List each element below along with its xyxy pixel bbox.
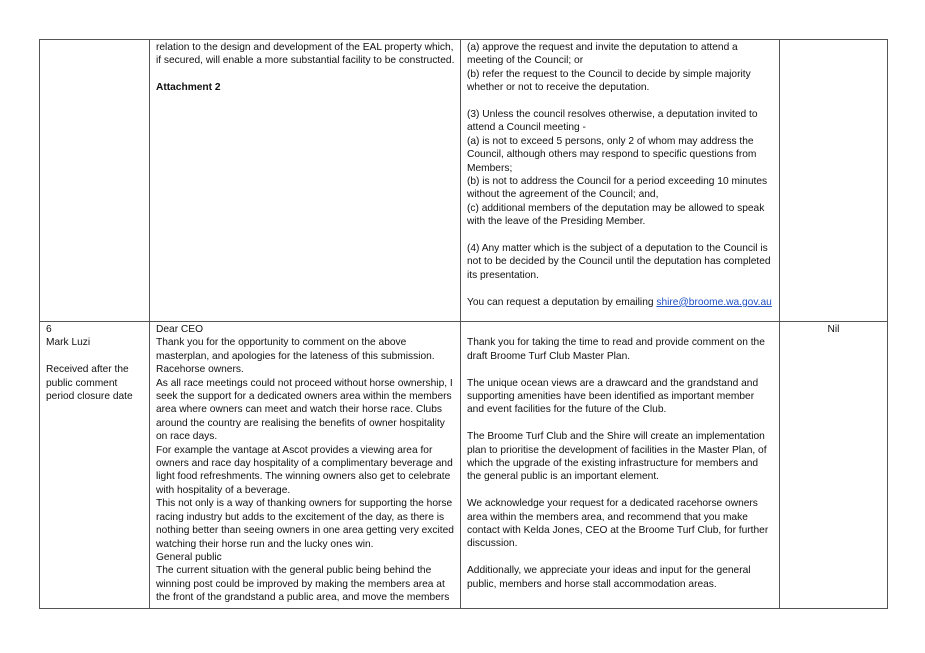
response-line: Council, although others may respond to specific questions from [467, 149, 757, 161]
table-row [40, 40, 888, 322]
submission-line: seek the support for a dedicated owners area within the members [156, 391, 452, 403]
submission-line: The current situation with the general public being behind the [156, 565, 432, 577]
submission-line: with hospitality of a beverage. [156, 484, 291, 496]
document-page [39, 39, 887, 609]
submission-line: if secured, will enable a more substantial facility to be constructed. [156, 55, 455, 67]
submission-number: 6 [46, 324, 52, 335]
response-line: We acknowledge your request for a dedicated racehorse owners [467, 498, 758, 510]
response-line: Additionally, we appreciate your ideas and input for the general [467, 565, 751, 577]
response-line: (c) additional members of the deputation may be allowed to speak [467, 202, 765, 214]
submission-line: on race days. [156, 431, 218, 443]
response-line: The Broome Turf Club and the Shire will create an implementation [467, 431, 765, 443]
status-cell [780, 322, 888, 609]
status-value: Nil [827, 324, 840, 335]
submission-line: the front of the grandstand a public area, and move the members [156, 592, 450, 604]
response-line: not to be decided by the Council until the deputation has completed [467, 256, 771, 268]
response-line: area within the members area, and recommend that you make [467, 511, 748, 523]
response-line: supporting amenities have been identified as important member [467, 391, 755, 402]
response-line: its presentation. [467, 269, 539, 281]
response-line: attend a Council meeting - [467, 122, 586, 134]
submission-line: As all race meetings could not proceed without horse ownership, I [156, 377, 453, 389]
response-line: (3) Unless the council resolves otherwise, a deputation invited to [467, 109, 758, 121]
response-line: with the leave of the Presiding Member. [467, 216, 646, 228]
response-line: (4) Any matter which is the subject of a deputation to the Council is [467, 243, 768, 255]
email-link[interactable]: shire@broome.wa.gov.au [656, 296, 772, 308]
response-line: (a) is not to exceed 5 persons, only 2 of whom may address the [467, 135, 754, 147]
response-line: (a) approve the request and invite the deputation to attend a [467, 42, 738, 53]
submission-line: around the country are realising the benefits of owner hospitality [156, 417, 445, 429]
submission-text-cell [150, 40, 461, 322]
response-line: without the agreement of the Council; and, [467, 189, 659, 201]
submission-line: For example the vantage at Ascot provides a viewing area for [156, 444, 433, 456]
response-line: whether or not to receive the deputation. [467, 82, 650, 94]
response-line: discussion. [467, 538, 518, 550]
submission-line: relation to the design and development of the EAL property which, [156, 42, 454, 53]
late-note: period closure date [46, 391, 133, 403]
response-line: (b) is not to address the Council for a period exceeding 10 minutes [467, 176, 768, 188]
submitter-cell [40, 322, 150, 609]
submission-line: masterplan, and apologies for the lateness of this submission. [156, 350, 435, 362]
submission-line: area where owners can meet and watch their horse race. Clubs [156, 404, 442, 416]
response-cell [461, 40, 780, 322]
response-cell [461, 322, 780, 609]
response-line: Thank you for taking the time to read and provide comment on the [467, 337, 765, 349]
late-note: public comment [46, 377, 118, 389]
submission-line: winning post could be improved by making the members area at [156, 578, 445, 590]
submission-line: light food refreshments. The winning owners also get to celebrate [156, 471, 451, 483]
submission-text-cell [150, 322, 461, 609]
response-line: (b) refer the request to the Council to decide by simple majority [467, 68, 751, 80]
response-line: the general public is an important element. [467, 471, 659, 483]
submission-line: Dear CEO [156, 324, 203, 335]
deputation-request-line [467, 296, 773, 309]
request-prefix: You can request a deputation by emailing [467, 296, 657, 308]
response-line: plan to prioritise the development of facilities in the Master Plan, of [467, 444, 767, 456]
response-line: meeting of the Council; or [467, 55, 584, 67]
submission-line: owners and race day hospitality of a complimentary beverage and [156, 458, 453, 470]
submission-line: This not only is a way of thanking owners for supporting the horse [156, 498, 453, 510]
submitter-name: Mark Luzi [46, 337, 91, 349]
table-row [40, 322, 888, 609]
submissions-table [39, 39, 888, 609]
submission-number-cell [40, 40, 150, 322]
response-line: contact with Kelda Jones, CEO at the Broome Turf Club, for further [467, 525, 769, 537]
response-line: public, members and horse stall accommodation areas. [467, 578, 717, 590]
submission-line: Racehorse owners. [156, 364, 244, 376]
submission-line: Thank you for the opportunity to comment on the above [156, 337, 407, 349]
submission-line: nothing better than seeing owners in one area getting very excited [156, 525, 454, 537]
status-cell [780, 40, 888, 322]
attachment-label: Attachment 2 [156, 82, 221, 94]
response-line: and event facilities for the future of the Club. [467, 404, 667, 416]
late-note: Received after the [46, 364, 129, 376]
response-line: The unique ocean views are a drawcard and the grandstand and [467, 377, 759, 389]
submission-line: watching their horse run and the lucky ones win. [156, 538, 374, 550]
submission-line: racing industry but adds to the excitement of the day, as there is [156, 511, 445, 523]
response-line: which the upgrade of the existing infrastructure for members and [467, 458, 759, 470]
response-line: Members; [467, 162, 513, 174]
response-line: draft Broome Turf Club Master Plan. [467, 350, 631, 362]
submission-line: General public [156, 551, 222, 563]
